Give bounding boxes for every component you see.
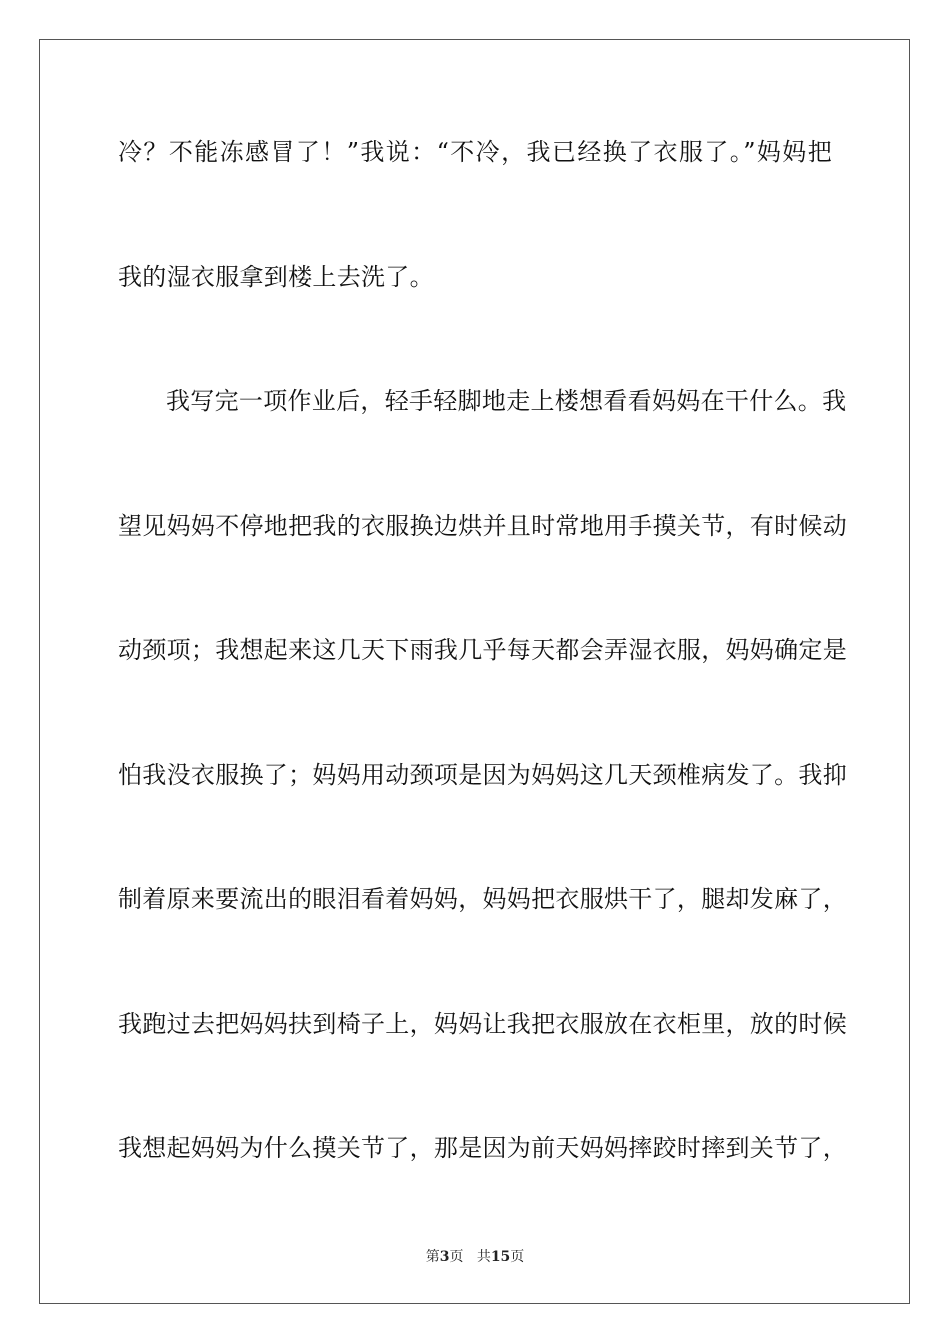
- page-border: [39, 39, 910, 1304]
- page-label-prefix: 第: [425, 1249, 440, 1265]
- page-label-suffix: 页: [449, 1249, 464, 1265]
- text-line: 我跑过去把妈妈扶到椅子上，妈妈让我把衣服放在衣柜里，放的时候: [118, 1010, 847, 1038]
- total-pages: 15: [490, 1249, 511, 1265]
- text-line: 制着原来要流出的眼泪看着妈妈，妈妈把衣服烘干了，腿却发麻了，: [118, 885, 847, 913]
- text-line: 动颈项；我想起来这几天下雨我几乎每天都会弄湿衣服，妈妈确定是: [118, 636, 847, 664]
- paragraph-first-line: 我写完一项作业后，轻手轻脚地走上楼想看看妈妈在干什么。我: [166, 387, 847, 415]
- text-line: 冷？不能冻感冒了！”我说：“不冷，我已经换了衣服了。”妈妈把: [118, 138, 832, 166]
- text-line: 我想起妈妈为什么摸关节了，那是因为前天妈妈摔跤时摔到关节了，: [118, 1134, 847, 1162]
- text-line: 怕我没衣服换了；妈妈用动颈项是因为妈妈这几天颈椎病发了。我抑: [118, 761, 847, 789]
- total-label-suffix: 页: [510, 1249, 525, 1265]
- page-footer: [0, 1248, 950, 1266]
- total-label-prefix: 共: [476, 1249, 491, 1265]
- page-number: 3: [439, 1249, 450, 1265]
- text-line: 望见妈妈不停地把我的衣服换边烘并且时常地用手摸关节，有时候动: [118, 512, 847, 540]
- text-line: 我的湿衣服拿到楼上去洗了。: [118, 263, 434, 291]
